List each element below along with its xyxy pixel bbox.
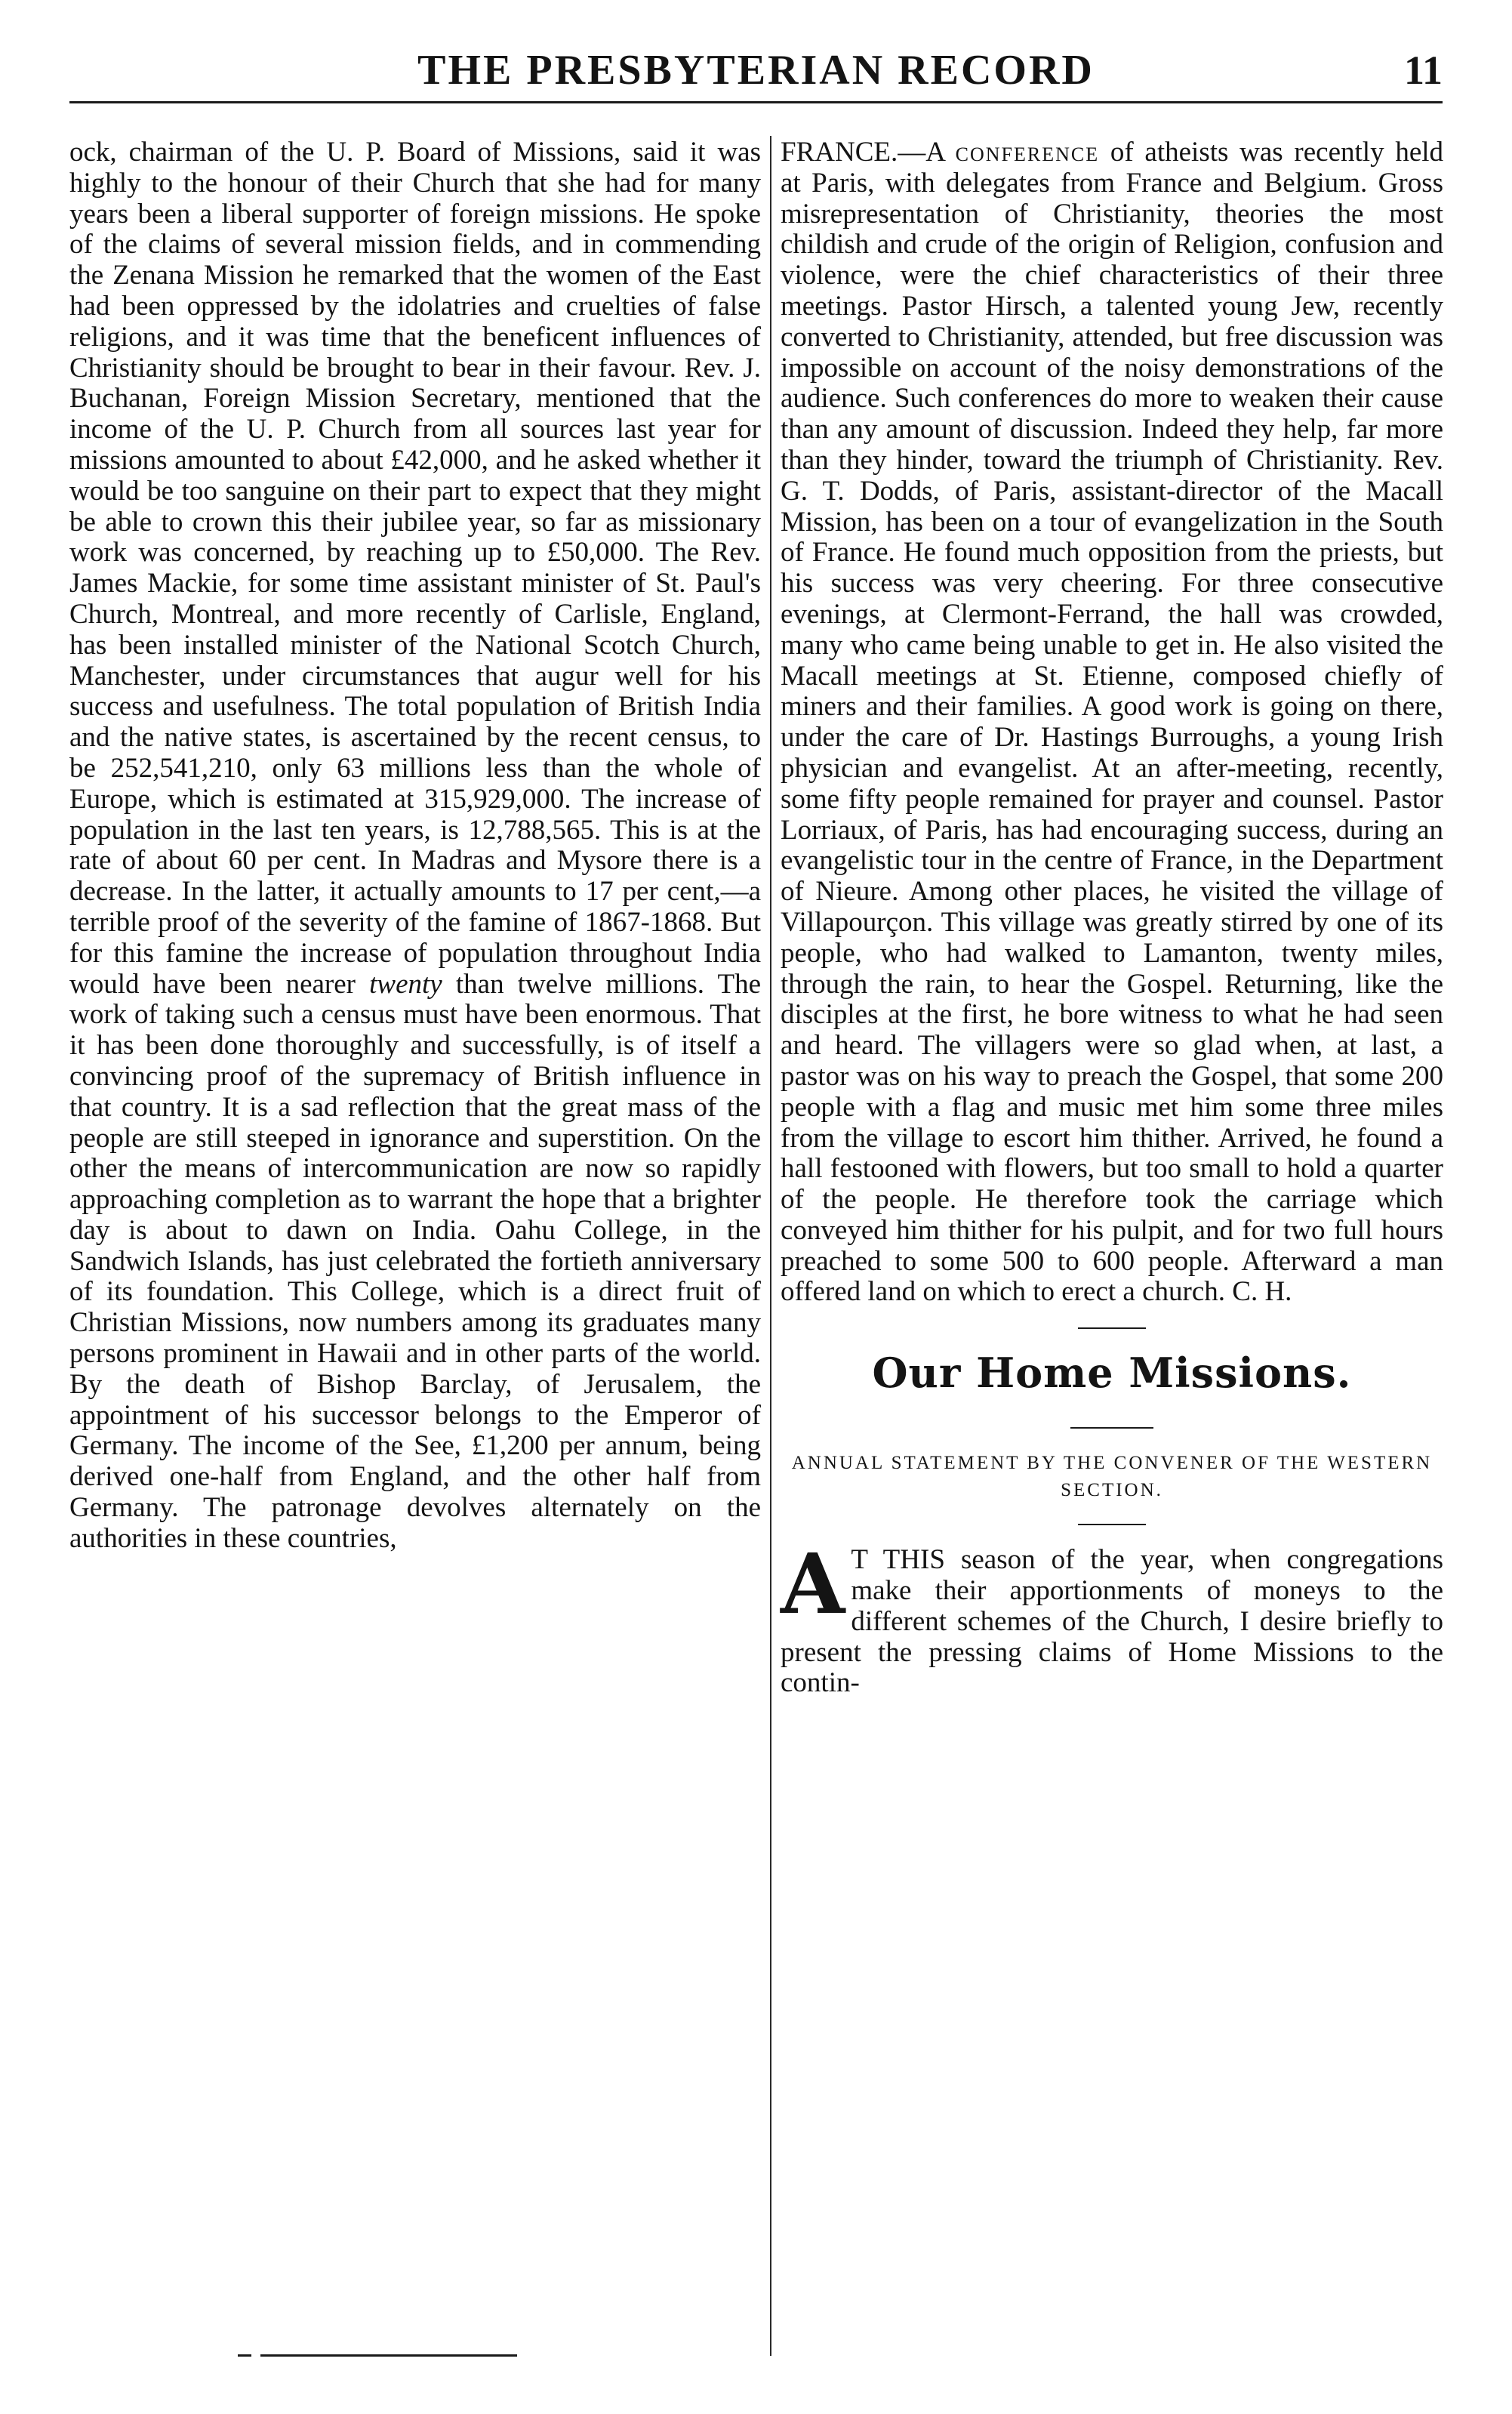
left-column-text: ock, chairman of the U. P. Board of Missions, said it was highly to the honour of their Church that she had for many years been a liberal supporter of foreign missions. He spoke of the claims of several mission fields, and in commending the Zenana Mission he remarked that the women of the East had been oppressed by the idolatries and cruelties of false religions, and it was time that the beneficent influences of Christianity should be brought to bear in their favour. Rev. J. Buchanan, Foreign Mission Secretary, mentioned that the income of the U. P. Church from all sources last year for missions amounted to about £42,000, and he asked whether it would be too sanguine on their part to expect that they might be able to crown this their jubilee year, so far as missionary work was concerned, by reaching up to £50,000. The Rev. James Mackie, for some time assistant minister of St. Paul's Church, Montreal, and more recently of Carlisle, England, has been installed minister of the National Scotch Church, Manchester, under circumstances that augur well for his success and usefulness. The total population of British India and the native states, is ascertained by the recent census, to be 252,541,210, only 63 millions less than the whole of Europe, which is estimated at 315,929,000. The increase of population in the last ten years, is 12,788,565. This is at the rate of about 60 per cent. In Madras and Mysore there is a decrease. In the latter, it actually amounts to 17 per cent,—a terrible proof of the severity of the famine of 1867-1868. But for this famine the increase of population throughout India would have been nearer (69, 137, 761, 1000)
column-divider (770, 136, 771, 2356)
statement-rule (1078, 1524, 1146, 1525)
france-paragraph (781, 137, 1443, 1308)
footer-rule-dash (238, 2354, 251, 2357)
header-rule (69, 101, 1443, 103)
page-number: 11 (1403, 48, 1443, 93)
left-column-paragraph (69, 137, 761, 1555)
publication-title: THE PRESBYTERIAN RECORD (417, 47, 1095, 94)
opening-caps: T THIS (851, 1544, 945, 1576)
italic-word: twenty (369, 968, 442, 1000)
right-column (781, 137, 1443, 1699)
home-missions-paragraph (781, 1535, 1444, 1699)
drop-cap: A (781, 1535, 845, 1633)
lead-word: FRANCE.—A (781, 137, 944, 168)
heading-rule (1070, 1427, 1153, 1429)
statement-title: ANNUAL STATEMENT BY THE CONVENER OF THE WESTERN SECTION. (791, 1453, 1433, 1501)
section-rule (1078, 1327, 1146, 1329)
left-column-text-continued: than twelve millions. The work of taking such a census must have been enormous. That it has been done thoroughly and successfully, is of itself a convincing proof of the supremacy of British influence in that country. It is a sad reflection that the great mass of the people are still steeped in ignorance and superstition. On the other the means of intercommunication are now so rapidly approaching completion as to warrant the hope that a brighter day is about to dawn on India. Oahu College, in the Sandwich Islands, has just celebrated the fortieth anniversary of its foundation. This College, which is a direct fruit of Christian Missions, now numbers among its graduates many persons prominent in Hawaii and in other parts of the world. By the death of Bishop Barclay, of Jerusalem, the appointment of his successor belongs to the Emperor of Germany. The income of the See, £1,200 per annum, being derived one-half from England, and the other half from Germany. The patronage devolves alternately on the authorities in these countries, (69, 968, 762, 1554)
masthead (69, 44, 1443, 104)
section-heading: Our Home Missions. (872, 1349, 1352, 1398)
footer-rule (260, 2354, 517, 2357)
signature: C. H. (1232, 1276, 1292, 1308)
lead-smallcaps: conference (955, 137, 1100, 168)
france-text: of atheists was recently held at Paris, with delegates from France and Belgium. Gross misrepresentation of Christianity, theories the most childish and crude of the origin of Religion, confusion and violence, were the chief characteristics of their three meetings. Pastor Hirsch, a talented young Jew, recently converted to Christianity, attended, but free discussion was impossible on account of the noisy demonstrations of the audience. Such conferences do more to weaken their cause than any amount of discussion. Indeed they help, far more than they hinder, toward the triumph of Christianity. Rev. G. T. Dodds, of Paris, assistant-director of the Macall Mission, has been on a tour of evangelization in the South of France. He found much opposition from the priests, but his success was very cheering. For three consecutive evenings, at Clermont-Ferrand, the hall was crowded, many who came being unable to get in. He also visited the Macall meetings at St. Etienne, composed chiefly of miners and their families. A good work is going on there, under the care of Dr. Hastings Burroughs, a young Irish physician and evangelist. At an after-meeting, recently, some fifty people remained for prayer and counsel. Pastor Lorriaux, of Paris, has had encouraging success, during an evangelistic tour in the centre of France, in the Department of Nieure. Among other places, he visited the village of Villapourçon. This village was greatly stirred by one of its people, who had walked to Lamanton, twenty miles, through the rain, to hear the Gospel. Returning, like the disciples at the first, he bore witness to what he had seen and heard. The villagers were so glad when, at last, a pastor was on his way to preach the Gospel, that some 200 people with a flag and music met him some three miles from the village to escort him thither. Arrived, he found a hall festooned with flowers, but too small to hold a quarter of the people. He therefore took the carriage which conveyed him thither for his pulpit, and for two full hours preached to some 500 to 600 people. Afterward a man offered land on which to erect a church. (781, 137, 1444, 1308)
left-column (69, 137, 761, 1555)
opening-text: season of the year, when congregations make their apportionments of moneys to the different schemes of the Church, I desire briefly to present the pressing claims of Home Missions to the contin- (781, 1544, 1444, 1699)
